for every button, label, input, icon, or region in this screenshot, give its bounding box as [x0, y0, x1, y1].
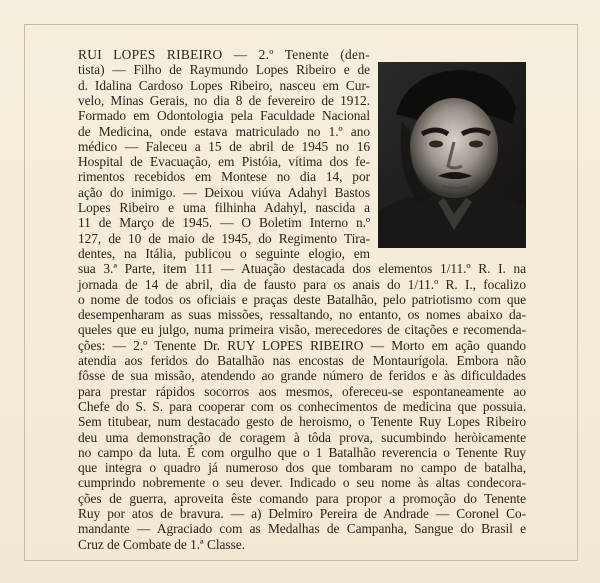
text-line: 127, de 10 de maio de 1945, do Regimento Tira- — [78, 230, 370, 246]
text-line: d. Idalina Cardoso Lopes Ribeiro, nasceu em Cur- — [78, 77, 370, 93]
text-line: dentes, na Itália, publicou o seguinte elogio, em — [78, 245, 370, 261]
text-line: Lopes Ribeiro e uma filhinha Adahyl, nascida a — [78, 200, 370, 215]
text-line: mandante — Agraciado com as Medalhas de Campanha, Sangue do Brasil e — [78, 521, 526, 537]
text-line: Cruz de Combate de 1.ª Classe. — [78, 536, 245, 552]
text-line: médico — Faleceu a 15 de abril de 1945 no 16 — [78, 138, 370, 154]
text-line: ções de guerra, aproveita êste comando para propor a promoção do Tenente — [78, 490, 526, 506]
text-line: ação do inimigo. — Deixou viúva Adahyl Bastos — [78, 184, 370, 200]
text-line: ções: — 2.º Tenente Dr. RUY LOPES RIBEIRO — Morto em ação quando — [78, 337, 526, 353]
text-line: queles que eu julgo, numa primeira visão, merecedores de citações e recomenda- — [78, 322, 526, 338]
text-line: fôsse de sua missão, atendendo ao grande número de feridos e às dificuldades — [78, 368, 526, 384]
text-line: desempenharam as suas missões, ressaltando, no entanto, os nomes abaixo da- — [78, 307, 526, 323]
text-line: cumprindo nobremente o seu dever. Indicado o seu nome às altas condecora- — [78, 475, 526, 491]
text-line: sua 3.ª Parte, item 111 — Atuação destacada dos elementos 1/11.º R. I. na — [78, 261, 526, 277]
text-line: jornada de 14 de abril, dia de fausto para os anais do 1/11.º R. I., focalizo — [78, 276, 526, 292]
text-line: rimentos recebidos em Montese no dia 14, por — [78, 169, 370, 185]
text-line: Ruy por atos de bravura. — a) Delmiro Pereira de Andrade — Coronel Co- — [78, 506, 526, 521]
text-line: Chefe do S. S. para cooperar com os conhecimentos de medicina que possuia. — [78, 398, 526, 414]
text-line: que integra o quadro já numeroso dos que tombaram no campo de batalha, — [78, 460, 526, 476]
text-line: deu uma demonstração de coragem à tôda prova, sucumbindo heròicamente — [78, 429, 526, 445]
portrait-photo — [378, 62, 526, 248]
text-line: no campo da luta. É com orgulho que o 1 Batalhão reverencia o Tenente Ruy — [78, 444, 526, 460]
text-line: Hospital de Evacuação, em Pistóia, vítima dos fe- — [78, 154, 370, 170]
text-line: Formado em Odontologia pela Faculdade Nacional — [78, 108, 370, 124]
text-line: 11 de Março de 1945. — O Boletim Interno n.º — [78, 215, 370, 231]
biography-heading-line: RUI LOPES RIBEIRO — 2.º Tenente (den- — [78, 47, 370, 62]
text-line: de Medicina, onde estava matriculado no 1.º ano — [78, 123, 370, 139]
text-line: para prestar rápidos socorros aos mesmos, ofereceu-se espontaneamente ao — [78, 383, 526, 399]
text-line: tista) — Filho de Raymundo Lopes Ribeiro e de — [78, 62, 370, 78]
text-line: velo, Minas Gerais, no dia 8 de fevereiro de 1912. — [78, 92, 370, 108]
text-line: atendia aos feridos do Batalhão nas encostas de Montaurígola. Embora não — [78, 353, 526, 368]
text-line: Sem titubear, num destacado gesto de heroismo, o Tenente Ruy Lopes Ribeiro — [78, 414, 526, 430]
text-line: o nome de todos os oficiais e praças deste Batalhão, pelo patriotismo com que — [78, 291, 526, 307]
